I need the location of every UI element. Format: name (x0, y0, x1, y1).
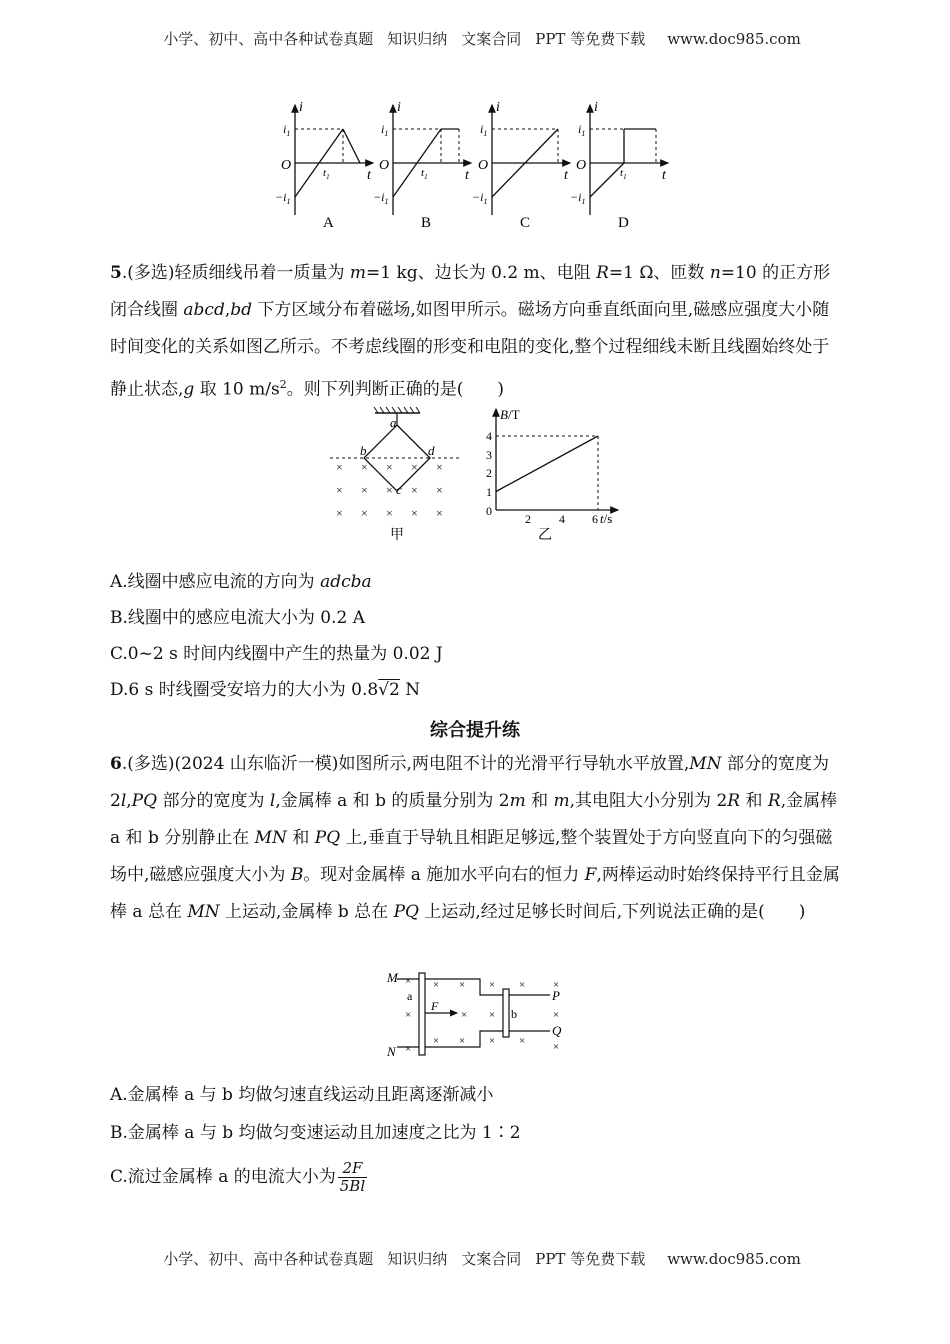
rod-b (503, 989, 509, 1037)
svg-text:×: × (553, 979, 560, 991)
yi-y-label: B/T (500, 407, 520, 422)
svg-text:O: O (478, 158, 489, 173)
svg-text:t1: $t_1$ (620, 167, 627, 181)
svg-text:0: 0 (486, 504, 492, 518)
svg-text:−i1: $-i_1$ (275, 190, 291, 206)
svg-text:×: × (361, 506, 368, 520)
svg-text:t: t (662, 168, 666, 183)
q6-option-c[interactable]: C.流过金属棒 a 的电流大小为 $\frac{2F}{5Bl}$ (110, 1159, 366, 1195)
label-F: F (431, 999, 439, 1013)
svg-text:2: 2 (525, 512, 531, 526)
svg-text:t1: $t_1$ (421, 167, 428, 181)
svg-text:×: × (436, 460, 443, 474)
svg-text:×: × (459, 1035, 466, 1047)
caption-yi: 乙 (538, 528, 552, 543)
svg-text:O: O (576, 158, 587, 173)
axis-i-label: i (299, 100, 303, 115)
graphs-row (0, 95, 950, 235)
q6-number: 6 (110, 754, 122, 774)
label-d: d (428, 443, 435, 458)
svg-text:×: × (519, 979, 526, 991)
svg-text:i1: $i_1$ (283, 122, 291, 138)
header-item: 小学、初中、高中各种试卷真题 (163, 30, 374, 48)
label-M: M (387, 970, 398, 985)
q5-stem: 5.(多选)轻质细线吊着一质量为 m=1 kg、边长为 0.2 m、电阻 R=1 Ω、匝数 n=10 的正方形闭合线圈 abcd,bd 下方区域分布着磁场,如图甲所示。磁场方向垂直纸面向里,磁感应强度大小随时间变化的关系如图乙所示。不考虑线圈的形变和电阻的变化,整个过程细线未断且线圈始终处于静止状态,g 取 10 $m/s^2$。则下列判断正确的是( ) (110, 263, 831, 400)
label-rod-a: a (407, 989, 413, 1003)
q6-figure-rails (385, 968, 585, 1063)
svg-text:×: × (436, 506, 443, 520)
q5-figure-yi (478, 405, 638, 545)
svg-text:×: × (553, 1041, 560, 1053)
q5-option-b[interactable]: B.线圈中的感应电流大小为 0.2 A (110, 608, 366, 628)
svg-text:×: × (489, 979, 496, 991)
graph-label-b: B (421, 215, 432, 231)
svg-text:×: × (411, 506, 418, 520)
q6-stem: 6.(多选)(2024 山东临沂一模)如图所示,两电阻不计的光滑平行导轨水平放置,MN 部分的宽度为 2l,PQ 部分的宽度为 l,金属棒 a 和 b 的质量分别为 2m 和 m,其电阻大小分别为 2R 和 R,金属棒 a 和 b 分别静止在 MN 和 PQ 上,垂直于导轨且相距足够远,整个装置处于方向竖直向下的匀强磁场中,磁感应强度大小为 B。现对金属棒 a 施加水平向右的恒力 F,两棒运动时始终保持平行且金属棒 a 总在 MN 上运动,金属棒 b 总在 PQ 上运动,经过足够长时间后,下列说法正确的是( ) (110, 754, 840, 922)
svg-text:×: × (336, 460, 343, 474)
label-a: a (390, 415, 397, 430)
svg-text:i1: $i_1$ (578, 122, 586, 138)
svg-text:4: 4 (486, 429, 492, 443)
graph-c (472, 100, 570, 231)
svg-text:t1: $t_1$ (323, 167, 330, 181)
svg-text:i1: $i_1$ (480, 122, 488, 138)
label-P: P (552, 988, 560, 1003)
q5-number: 5 (110, 263, 122, 283)
header-item: PPT 等免费下载 (535, 30, 646, 48)
svg-text:−i1: $-i_1$ (570, 190, 586, 206)
label-c: c (396, 482, 402, 497)
graph-a (275, 100, 373, 231)
svg-text:×: × (336, 483, 343, 497)
svg-text:×: × (433, 979, 440, 991)
svg-text:2: 2 (486, 466, 492, 480)
yi-x-label: t/s (600, 511, 613, 526)
q5-figure-jia (330, 405, 480, 545)
svg-text:×: × (386, 460, 393, 474)
graph-label-a: A (323, 215, 334, 231)
fraction: $\frac{2F}{5Bl}$ (339, 1159, 366, 1195)
svg-text:×: × (519, 1035, 526, 1047)
svg-text:×: × (405, 1043, 412, 1055)
label-b: b (360, 443, 367, 458)
svg-text:×: × (336, 506, 343, 520)
svg-text:i: i (594, 100, 598, 115)
q5-option-d[interactable]: D.6 s 时线圈受安培力的大小为 0.8√2 N (110, 680, 421, 700)
graph-b (373, 100, 471, 231)
page-footer (0, 1248, 950, 1269)
graph-d (570, 100, 668, 231)
svg-text:×: × (489, 1035, 496, 1047)
svg-text:t: t (465, 168, 469, 183)
q6-option-b[interactable]: B.金属棒 a 与 b 均做匀变速运动且加速度之比为 1∶2 (110, 1123, 521, 1143)
footer-url[interactable]: www.doc985.com (667, 1250, 801, 1268)
svg-text:−i1: $-i_1$ (472, 190, 488, 206)
svg-text:×: × (433, 1035, 440, 1047)
svg-text:×: × (553, 1009, 560, 1021)
q5-option-c[interactable]: C.0~2 s 时间内线圈中产生的热量为 0.02 J (110, 644, 443, 664)
svg-text:1: 1 (486, 485, 492, 499)
svg-text:×: × (436, 483, 443, 497)
footer-item: 知识归纳 (387, 1250, 448, 1268)
q6-option-a[interactable]: A.金属棒 a 与 b 均做匀速直线运动且距离逐渐减小 (110, 1085, 494, 1105)
svg-text:6: 6 (592, 512, 598, 526)
svg-text:×: × (461, 1009, 468, 1021)
svg-text:×: × (361, 460, 368, 474)
header-item: 文案合同 (461, 30, 522, 48)
svg-text:t: t (564, 168, 568, 183)
svg-text:i1: $i_1$ (381, 122, 389, 138)
graph-label-d: D (618, 215, 629, 231)
svg-text:i: i (496, 100, 500, 115)
field-crosses (336, 460, 443, 520)
label-rod-b: b (511, 1007, 517, 1021)
origin-label: O (281, 158, 292, 173)
label-Q: Q (552, 1023, 562, 1038)
section-title: 综合提升练 (430, 720, 520, 741)
svg-text:4: 4 (559, 512, 565, 526)
svg-text:3: 3 (486, 448, 492, 462)
header-url[interactable]: www.doc985.com (667, 30, 801, 48)
page-header (0, 28, 950, 49)
svg-text:−i1: $-i_1$ (373, 190, 389, 206)
svg-text:×: × (386, 483, 393, 497)
q5-option-a[interactable]: A.线圈中感应电流的方向为 adcba (110, 572, 372, 592)
rod-a (419, 973, 425, 1055)
svg-text:×: × (386, 506, 393, 520)
axis-t-label: t (367, 168, 371, 183)
graph-label-c: C (520, 215, 531, 231)
svg-text:×: × (361, 483, 368, 497)
svg-text:i: i (397, 100, 401, 115)
svg-text:×: × (405, 975, 412, 987)
svg-text:O: O (379, 158, 390, 173)
svg-text:×: × (405, 1009, 412, 1021)
header-item: 知识归纳 (387, 30, 448, 48)
field-crosses (405, 975, 559, 1055)
label-N: N (387, 1044, 396, 1059)
svg-text:×: × (489, 1009, 496, 1021)
svg-text:×: × (459, 979, 466, 991)
svg-text:×: × (411, 483, 418, 497)
footer-item: 小学、初中、高中各种试卷真题 (163, 1250, 374, 1268)
footer-item: 文案合同 (461, 1250, 522, 1268)
caption-jia: 甲 (390, 528, 404, 543)
svg-text:×: × (411, 460, 418, 474)
footer-item: PPT 等免费下载 (535, 1250, 646, 1268)
